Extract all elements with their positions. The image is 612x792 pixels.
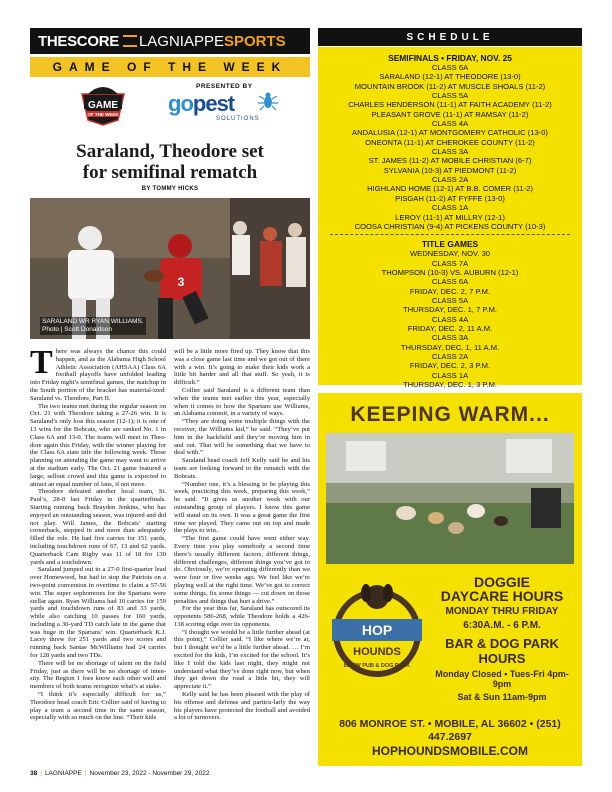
ad-contact bbox=[326, 716, 574, 758]
schedule-line: CHARLES HENDERSON (11-1) AT FAITH ACADEMY (11-2) bbox=[348, 100, 552, 110]
schedule-line: CLASS 5A bbox=[431, 91, 469, 101]
section-banner bbox=[30, 28, 310, 54]
svg-text:3: 3 bbox=[177, 275, 185, 289]
article-byline: BY TOMMY HICKS bbox=[141, 186, 199, 192]
schedule-line: CLASS 5A bbox=[431, 295, 469, 305]
paragraph: Saraland jumped out to a 27-0 first-quarter lead over Homewood, but had to stop the Patriots on a two-point conversion in overtime to claim a 57-56 win. The super sophomores for the Spartans were stellar again. Ryan Williams had 10 carries for 159 yards and touchdown runs of 83 and 33 yards, while also catching 10 passes for 160 yards, including a 30-yard TD catch late in the game that was huge in the Spartans’ win. Quarterback K.J. Lacey threw for 251 yards and two scores and running back Santae McWilliams had 24 carries for 128 yards and two TDs. bbox=[30, 566, 166, 660]
paragraph: “I thought we would be a little further ahead (at this point),” Collier said. “I like where we’re at, but I thought we’d be a little further ahead. … I’m excited for the kids, I’m excited for the school. It’s like I told the kids last night, they might not understand what they’ve done right now, but when they get down the road a little bit, they will appreciate it.” bbox=[174, 628, 310, 691]
schedule-line: CLASS 2A bbox=[431, 175, 469, 185]
paragraph: “Number one, it’s a blessing to be playing this week, practicing this week, preparing this week,” he said. “It gives us another week with our outstanding group of players. I know this game will stand on its own. It was a great game the first time we played. They came out on top and made the plays to win. bbox=[174, 480, 310, 535]
gopest-logo bbox=[168, 91, 260, 122]
presented-by: PRESENTED BY bbox=[196, 83, 253, 90]
banner-sports: SPORTS bbox=[224, 32, 286, 50]
headline-line-1: Saraland, Theodore set bbox=[76, 141, 264, 162]
paragraph-text: here was always the chance this could happen, and as the Alabama High School Athletic Association (AHSAA) Class 6A football playoffs have unfolded leading into Friday night’s semifinal games, the matchup in the South portion of the bracket has material-ized: Saraland vs. Theodore, Part II. bbox=[30, 348, 166, 402]
dropcap: T bbox=[30, 344, 53, 381]
ad-website: HOPHOUNDSMOBILE.COM bbox=[372, 744, 528, 758]
gopest-solutions: SOLUTIONS bbox=[216, 116, 260, 122]
caption-line-2: Photo | Scott Donaldson bbox=[42, 326, 112, 333]
schedule-line: ANDALUSIA (12-1) AT MONTGOMERY CATHOLIC (13-0) bbox=[352, 128, 548, 138]
paragraph: “The first game could have went either way. Every time you play somebody a second time there’s usually different factors, different things, different challenges, different things you’ve got to do. Obviously, we’re operating differently than we were four or five weeks ago. We feel like we’re playing well at the right time. We’ve got to correct some things, fix some things — cut down on those penalties and things that hurt a drive.” bbox=[174, 535, 310, 605]
ad-address: 806 MONROE ST. • MOBILE, AL 36602 • (251) 447.2697 bbox=[339, 718, 561, 743]
article-column-2 bbox=[174, 348, 310, 722]
hop-hounds-ad bbox=[318, 393, 582, 766]
schedule-line: COOSA CHRISTIAN (9-4) AT PICKENS COUNTY (10-3) bbox=[354, 221, 546, 231]
ad-headline: KEEPING WARM... bbox=[350, 403, 550, 426]
page-footer: 38 | LAGNIAPPE | November 23, 2022 - November 29, 2022 bbox=[30, 770, 210, 777]
paragraph: Kelly said he has been pleased with the play of his offense and defense and particu-larly the way his players have protected the football and avoided a lot of turnovers. bbox=[174, 691, 310, 722]
banner-the-score: THESCORE bbox=[38, 32, 119, 50]
ad-photo bbox=[326, 433, 574, 564]
logo-hop: HOP bbox=[361, 622, 393, 638]
hop-hounds-logo-icon bbox=[328, 571, 426, 691]
headline-line-2: for semifinal rematch bbox=[82, 162, 258, 183]
doggie-line-2: DAYCARE HOURS bbox=[440, 588, 564, 604]
bar-hours-weekend: Sat & Sun 11am-9pm bbox=[457, 692, 547, 702]
ad-hours bbox=[428, 575, 576, 702]
schedule-divider bbox=[330, 234, 570, 235]
schedule-title: SCHEDULE bbox=[406, 31, 494, 43]
schedule-line: CLASS 1A bbox=[431, 370, 469, 380]
schedule-line: CLASS 3A bbox=[431, 147, 469, 157]
paragraph: “I think it’s especially difficult for us,” Theodore head coach Eric Collier said of having to play a team a second time in the same season, especially with so much on the line. “Their kids bbox=[30, 691, 166, 722]
schedule-line: SARALAND (12-1) AT THEODORE (13-0) bbox=[379, 72, 521, 82]
paragraph: For the year thus far, Saraland has outscored its opponents 586-268, while Theodore holds a 426-138 scoring edge over its opponents. bbox=[174, 605, 310, 628]
title-games-title: TITLE GAMES bbox=[421, 239, 479, 250]
game-of-the-week-label: GAME OF THE WEEK bbox=[52, 60, 288, 74]
schedule-line: CLASS 3A bbox=[431, 333, 469, 343]
schedule-line: CLASS 1A bbox=[431, 203, 469, 213]
gotw-logo-game: GAME bbox=[88, 100, 118, 111]
daycare-time: 6:30A.M. - 6 P.M. bbox=[463, 620, 541, 631]
article-column-1 bbox=[30, 344, 166, 722]
indoor-play-photo-icon bbox=[326, 433, 574, 564]
schedule-line: PLEASANT GROVE (11-1) AT RAMSAY (11-2) bbox=[371, 109, 529, 119]
daycare-days: MONDAY THRU FRIDAY bbox=[445, 606, 559, 617]
bar-hours-title: BAR & DOG PARK HOURS bbox=[445, 636, 559, 666]
schedule-line: CLASS 4A bbox=[431, 314, 469, 324]
schedule-header bbox=[318, 28, 582, 46]
ad-lower bbox=[326, 565, 574, 715]
schedule-line: FRIDAY, DEC. 2, 7 P.M. bbox=[409, 286, 491, 296]
schedule-line: SYLVANIA (10-3) AT PIEDMONT (11-2) bbox=[383, 165, 517, 175]
game-of-the-week-logo-icon bbox=[78, 80, 128, 126]
publication-name: LAGNIAPPE bbox=[44, 770, 82, 777]
photo-caption bbox=[40, 317, 146, 335]
gotw-logo-week: OF THE WEEK bbox=[87, 112, 119, 117]
schedule-line: CLASS 7A bbox=[431, 258, 469, 268]
issue-dates: November 23, 2022 - November 29, 2022 bbox=[89, 770, 210, 777]
schedule-line: THOMPSON (10-3) VS. AUBURN (12-1) bbox=[381, 267, 519, 277]
paragraph: Theodore defeated another local team, St. Paul’s, 28-0 last Friday in the quarterfinals. Starting running back Brayden Jenkins, who has enjoyed an outstanding season, was injured and did not play. Will James, the Bobcats’ starting cornerback, stepped in and more than adequately filled the role. He had five carries for 151 yards, including touchdown runs of 67, 13 and 62 yards. Quarterback Cam Rigby was 11 of 18 for 130 yards and a touchdown. bbox=[30, 488, 166, 566]
schedule-line: CLASS 4A bbox=[431, 119, 469, 129]
paragraph bbox=[30, 344, 166, 403]
schedule-line: FRIDAY, DEC. 2, 11 A.M. bbox=[407, 323, 493, 333]
schedule-line: PISGAH (11-2) AT FYFFE (13-0) bbox=[395, 193, 505, 203]
schedule-line: WEDNESDAY, NOV. 30 bbox=[409, 249, 491, 259]
schedule-line: FRIDAY, DEC. 2, 3 P.M. bbox=[409, 361, 491, 371]
paragraph: Collier said Saraland is a different team than when the teams met earlier this year, especially when it comes to how the Spartans use Williams, an Alabama commit, in a variety of ways. bbox=[174, 386, 310, 418]
paragraph: will be a little more fired up. They know that this was a close game last time and we got out of there with a win. It’s going to make their kids work a little bit harder and all that stuff. So yeah, it is difficult.” bbox=[174, 348, 310, 387]
page-number: 38 bbox=[30, 770, 38, 777]
logo-hounds: HOUNDS bbox=[353, 646, 401, 658]
game-of-the-week-bar bbox=[30, 57, 310, 77]
paragraph: “They are doing some multiple things with the receiver, the Williams kid,” he said. “They’ve put him in the backfield and they’re moving him in and out. That will be something that we have to deal with.” bbox=[174, 418, 310, 457]
semifinals-title: SEMIFINALS • FRIDAY, NOV. 25 bbox=[388, 53, 512, 63]
gopest-pest: pest bbox=[192, 91, 235, 116]
schedule-line: ONEONTA (11-1) AT CHEROKEE COUNTY (11-2) bbox=[365, 137, 535, 147]
bug-icon bbox=[257, 90, 279, 112]
schedule-line: MOUNTAIN BROOK (11-2) AT MUSCLE SHOALS (11-2) bbox=[354, 81, 546, 91]
gopest-go: go bbox=[168, 91, 193, 116]
schedule-line: CLASS 6A bbox=[431, 277, 469, 287]
paragraph: Saraland head coach Jeff Kelly said he and his team are looking forward to the rematch with the Bobcats. bbox=[174, 457, 310, 480]
schedule-line: THURSDAY, DEC. 1, 11 A.M. bbox=[400, 342, 500, 352]
schedule-line: HIGHLAND HOME (12-1) AT B.B. COMER (11-2) bbox=[367, 184, 533, 194]
paragraph: The two teams met during the regular season on Oct. 21 with Theodore taking a 27-26 win. It is Saraland’s only loss this season (12-1); it is one of 13 wins for the Bobcats, who are ranked No. 1 in Class 6A and 13-0. The teams will meet in Theo-dore again this Friday, with the winner playing for the Class 6A state title the following week. Those planning on attending the game may want to arrive at the stadium early. The Oct. 21 game featured a large, sellout crowd and this game is expected to attract an equal number of fans, if not more. bbox=[30, 402, 166, 488]
schedule-line: THURSDAY, DEC. 1, 3 P.M. bbox=[402, 380, 498, 389]
caption-line-1: SARALAND WR RYAN WILLIAMS. bbox=[42, 318, 144, 325]
schedule-line: CLASS 2A bbox=[431, 351, 469, 361]
schedule-line: THURSDAY, DEC. 1, 7 P.M. bbox=[402, 305, 498, 315]
schedule-box bbox=[318, 47, 582, 389]
banner-lines-icon bbox=[123, 35, 137, 47]
schedule-line: CLASS 6A bbox=[431, 63, 469, 72]
banner-lagniappe: LAGNIAPPE bbox=[138, 32, 224, 50]
schedule-line: ST. JAMES (11-2) AT MOBILE CHRISTIAN (6-7) bbox=[368, 156, 532, 166]
schedule-line: LEROY (11-1) AT MILLRY (12-1) bbox=[395, 212, 505, 222]
logo-sub: BREW PUB & DOG PARK bbox=[343, 663, 411, 669]
paragraph: There will be no shortage of talent on the field Friday, just as there will be no shortage of inten-sity. The Region 1 foes know each other well and members of both teams recognize what’s at stake. bbox=[30, 659, 166, 691]
doggie-line-1: DOGGIE bbox=[473, 574, 530, 590]
bar-hours-weekday: Monday Closed • Tues-Fri 4pm-9pm bbox=[435, 669, 569, 689]
article-headline bbox=[30, 141, 310, 183]
